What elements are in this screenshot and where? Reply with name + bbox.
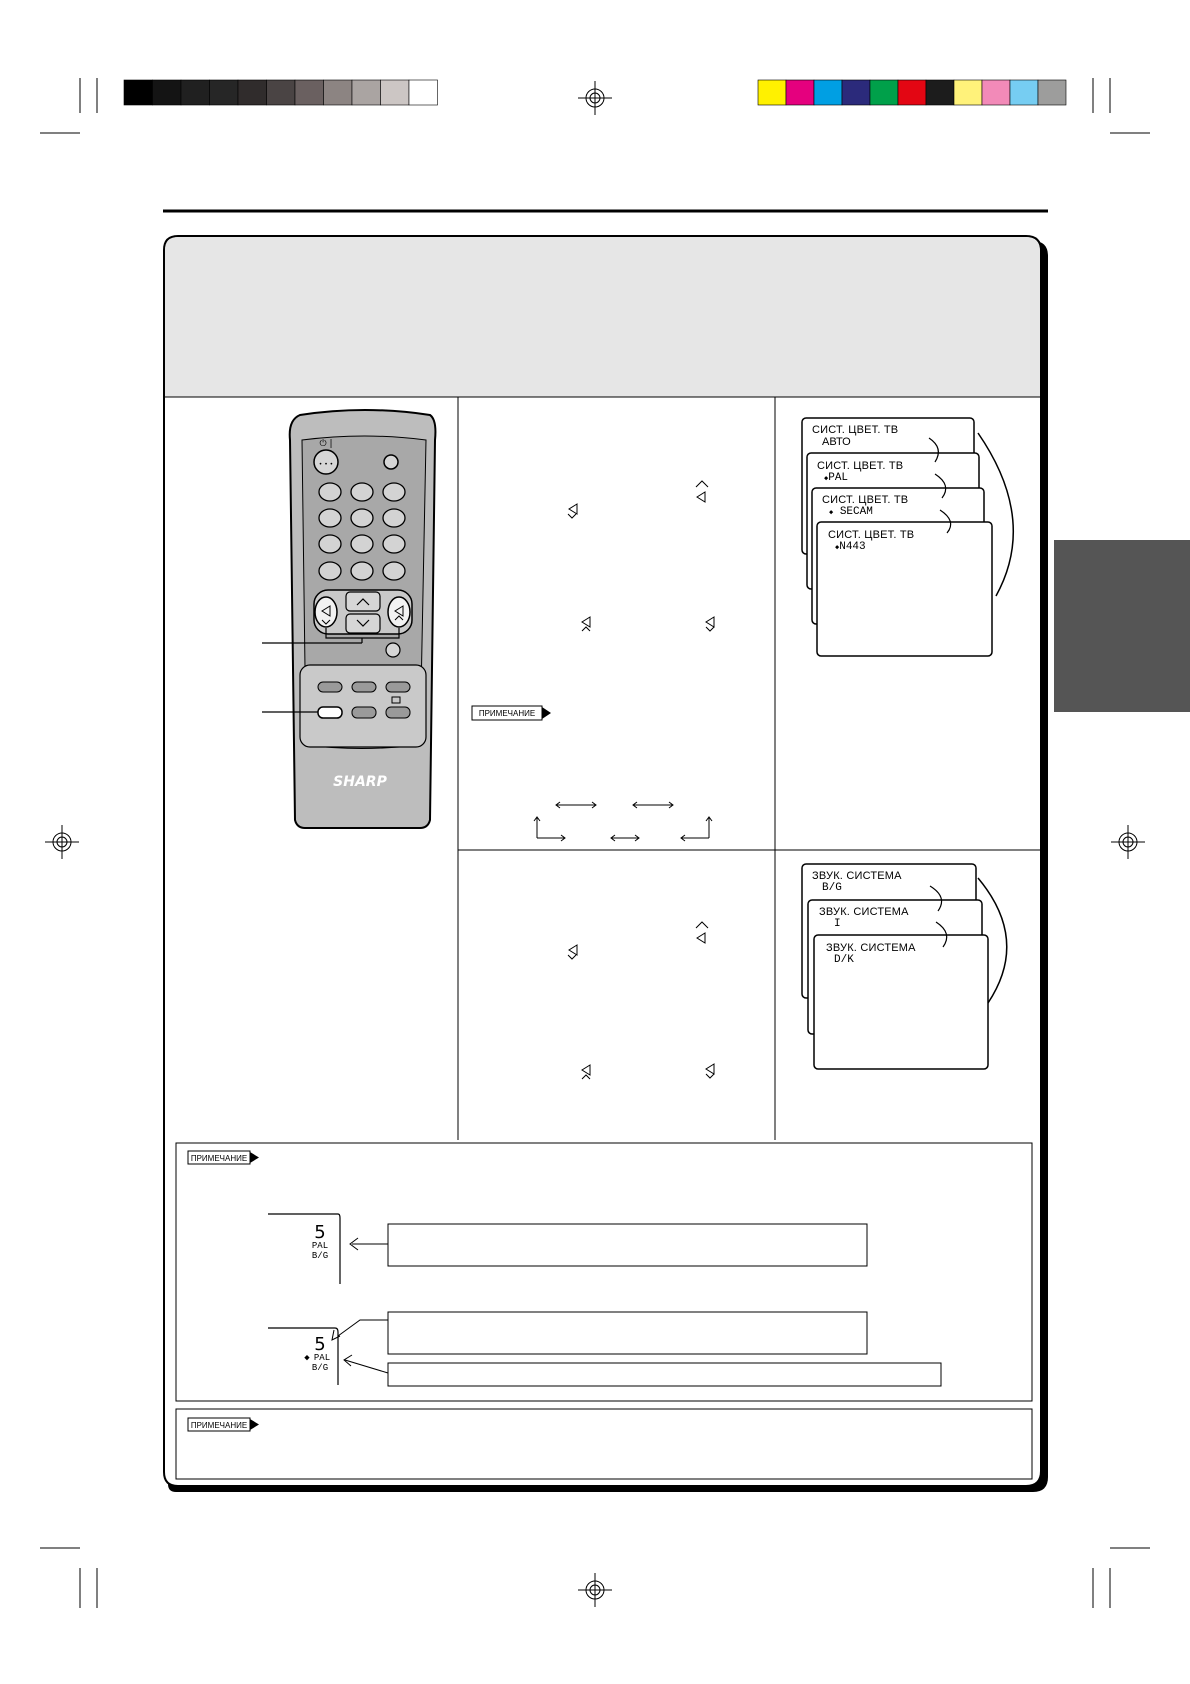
note-tag-box-2 — [188, 1418, 259, 1431]
menu-button[interactable] — [318, 707, 342, 718]
osd-sound-value-bg: B/G — [822, 882, 842, 894]
remote-brand-logo: SHARP — [333, 774, 387, 790]
svg-text:• • •: • • • — [318, 461, 334, 468]
remote-key-12[interactable] — [383, 562, 405, 580]
remote-key-6[interactable] — [383, 509, 405, 527]
color-calibration-bar — [758, 80, 1066, 105]
svg-text:ПРИМЕЧАНИЕ: ПРИМЕЧАНИЕ — [190, 1154, 248, 1163]
remote-key-4[interactable] — [319, 509, 341, 527]
registration-mark-top — [578, 81, 612, 115]
svg-text:ПРИМЕЧАНИЕ: ПРИМЕЧАНИЕ — [190, 1421, 248, 1430]
osd-color-title-2: СИСТ. ЦВЕТ. ТВ — [817, 460, 904, 472]
osd-sound-system-stack — [802, 864, 1007, 1069]
gray-swatch — [210, 80, 239, 105]
osd-sound-value-dk: D/K — [834, 954, 854, 966]
svg-text:B/G: B/G — [311, 1251, 329, 1261]
osd-color-title-4: СИСТ. ЦВЕТ. ТВ — [828, 529, 915, 541]
volume-up-button[interactable] — [388, 597, 410, 627]
osd-color-title-1: СИСТ. ЦВЕТ. ТВ — [812, 424, 899, 436]
grayscale-calibration-bar — [124, 80, 438, 105]
color-swatch — [1010, 80, 1038, 105]
svg-text:◆: ◆ — [304, 1353, 310, 1363]
gray-swatch — [238, 80, 267, 105]
remote-key-9[interactable] — [383, 535, 405, 553]
svg-text:5: 5 — [314, 1222, 326, 1243]
note-box-2 — [176, 1409, 1032, 1479]
svg-text:PAL: PAL — [313, 1353, 331, 1363]
explanation-box-2 — [388, 1312, 867, 1354]
title-area — [165, 237, 1040, 397]
color-swatch — [1038, 80, 1066, 105]
remote-key-3[interactable] — [383, 483, 405, 501]
registration-mark-bottom — [578, 1573, 612, 1607]
registration-mark-left — [45, 825, 79, 859]
color-swatch — [786, 80, 814, 105]
svg-text:5: 5 — [314, 1334, 326, 1355]
gray-swatch — [381, 80, 410, 105]
channel-up-button[interactable] — [346, 592, 380, 611]
color-swatch — [870, 80, 898, 105]
remote-key-1[interactable] — [319, 483, 341, 501]
svg-text:ПРИМЕЧАНИЕ: ПРИМЕЧАНИЕ — [478, 709, 536, 718]
svg-text:⏻ |: ⏻ | — [319, 439, 333, 449]
remote-key-5[interactable] — [351, 509, 373, 527]
explanation-box-1 — [388, 1224, 867, 1266]
gray-swatch — [267, 80, 296, 105]
osd-sound-title-1: ЗВУК. СИСТЕМА — [812, 870, 902, 882]
color-swatch — [758, 80, 786, 105]
gray-swatch — [124, 80, 153, 105]
color-swatch — [842, 80, 870, 105]
volume-down-button[interactable] — [315, 597, 337, 627]
remote-key-2[interactable] — [351, 483, 373, 501]
osd-sound-value-i: I — [834, 918, 841, 930]
gray-swatch — [352, 80, 381, 105]
remote-key-8[interactable] — [351, 535, 373, 553]
channel-down-button[interactable] — [346, 614, 380, 633]
color-swatch — [814, 80, 842, 105]
gray-swatch — [153, 80, 182, 105]
remote-key-11[interactable] — [351, 562, 373, 580]
color-swatch — [926, 80, 954, 105]
note-tag-middle — [472, 706, 551, 720]
svg-text:PAL: PAL — [311, 1241, 329, 1251]
registration-mark-right — [1111, 825, 1145, 859]
remote-key-10[interactable] — [319, 562, 341, 580]
svg-text:B/G: B/G — [311, 1363, 329, 1373]
gray-swatch — [409, 80, 438, 105]
side-tab — [1054, 540, 1190, 712]
osd-color-value-n443: ◆N443 — [835, 541, 866, 553]
color-swatch — [898, 80, 926, 105]
osd-color-title-3: СИСТ. ЦВЕТ. ТВ — [822, 494, 909, 506]
color-swatch — [982, 80, 1010, 105]
explanation-box-3 — [388, 1363, 941, 1386]
gray-swatch — [324, 80, 353, 105]
note-tag-box-1 — [188, 1151, 259, 1164]
osd-sound-title-2: ЗВУК. СИСТЕМА — [819, 906, 909, 918]
osd-sound-title-3: ЗВУК. СИСТЕМА — [826, 942, 916, 954]
osd-color-value-secam: ◆ SECAM — [829, 506, 873, 518]
color-swatch — [954, 80, 982, 105]
osd-color-value-pal: ◆PAL — [824, 472, 849, 484]
gray-swatch — [181, 80, 210, 105]
remote-key-7[interactable] — [319, 535, 341, 553]
osd-color-value-auto: АВТО — [822, 436, 851, 448]
gray-swatch — [295, 80, 324, 105]
